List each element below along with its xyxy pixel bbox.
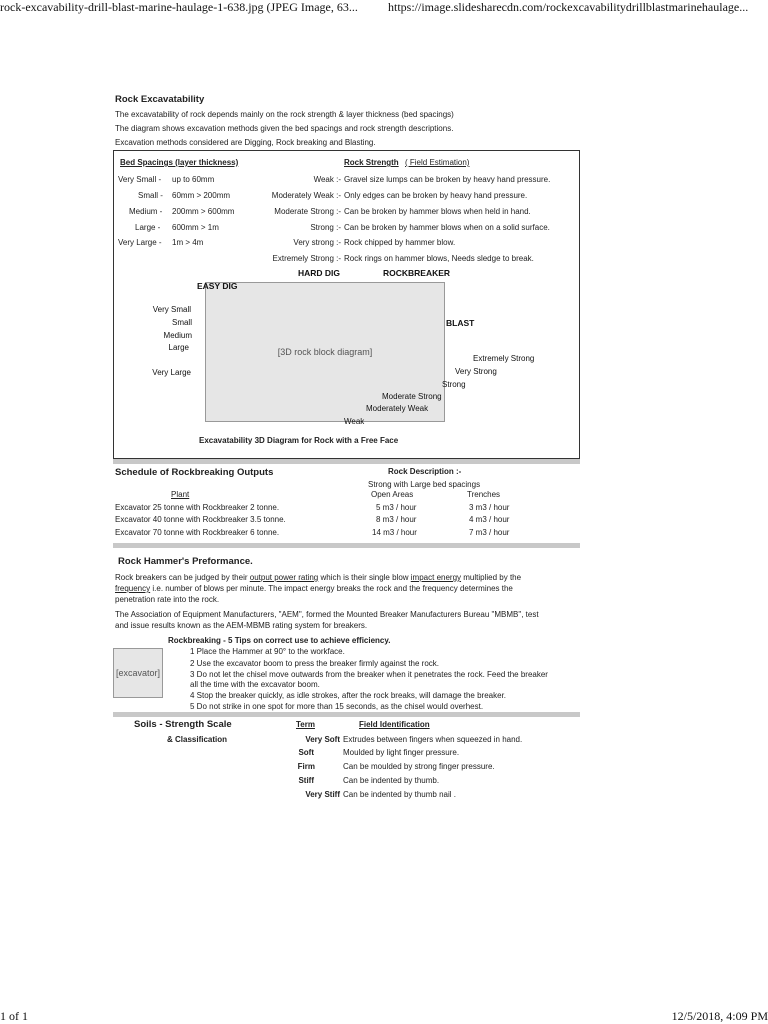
- term-output-power-rating: output power rating: [249, 573, 319, 582]
- rock-strength-name: Weak :-: [313, 175, 341, 184]
- excavatability-line-3: Excavation methods considered are Digging, Rock breaking and Blasting.: [115, 138, 376, 147]
- blast-label: BLAST: [446, 318, 475, 328]
- term-impact-energy: impact energy: [410, 573, 462, 582]
- tip-item: 3 Do not let the chisel move outwards from the breaker when it penetrates the rock. Feed the breaker: [190, 670, 548, 679]
- strength-label: Extremely Strong: [473, 354, 535, 363]
- tip-item: 4 Stop the breaker quickly, as idle strokes, after the rock breaks, will damage the breaker.: [190, 691, 507, 700]
- excavatability-line-2: The diagram shows excavation methods given the bed spacings and rock strength descriptions.: [115, 124, 454, 133]
- strength-label: Moderate Strong: [382, 392, 442, 401]
- soil-term: Firm: [297, 762, 315, 771]
- soil-term: Soft: [298, 748, 314, 757]
- soil-term: Stiff: [298, 776, 314, 785]
- col-field-identification: Field Identification: [359, 720, 430, 729]
- bed-spacing-name: Medium -: [129, 207, 163, 216]
- bed-spacing-range: 60mm > 200mm: [172, 191, 231, 200]
- excavatability-title: Rock Excavatability: [115, 94, 205, 105]
- rock-strength-desc: Only edges can be broken by heavy hand pressure.: [344, 191, 528, 200]
- rock-strength-name: Extremely Strong :-: [272, 254, 341, 263]
- bed-spacing-range: 1m > 4m: [172, 238, 204, 247]
- rock-strength-desc: Rock rings on hammer blows, Needs sledge to break.: [344, 254, 534, 263]
- tip-item: 1 Place the Hammer at 90° to the workface.: [190, 647, 345, 656]
- rockbreaker-label: ROCKBREAKER: [383, 268, 451, 278]
- hammer-p2-line2: and issue results known as the AEM-MBMB rating system for breakers.: [115, 621, 368, 630]
- schedule-plant: Excavator 25 tonne with Rockbreaker 2 tonne.: [115, 503, 280, 512]
- schedule-trench: 4 m3 / hour: [469, 515, 510, 524]
- tip-item: all the time with the excavator boom.: [190, 680, 320, 689]
- rock-strength-name: Strong :-: [310, 223, 341, 232]
- bed-spacing-name: Large -: [135, 223, 161, 232]
- col-open-areas: Open Areas: [371, 490, 414, 499]
- schedule-open: 5 m3 / hour: [376, 503, 417, 512]
- rock-strength-name: Moderately Weak :-: [271, 191, 341, 200]
- rock-strength-desc: Gravel size lumps can be broken by heavy hand pressure.: [344, 175, 551, 184]
- schedule-title: Schedule of Rockbreaking Outputs: [115, 467, 274, 478]
- rock-strength-desc: Rock chipped by hammer blow.: [344, 238, 456, 247]
- strength-label: Moderately Weak: [366, 404, 429, 413]
- print-footer-page: 1 of 1: [0, 1009, 28, 1023]
- bed-spacing-name: Very Small -: [118, 175, 162, 184]
- text-run: multiplied by the: [463, 573, 522, 582]
- bed-spacing-range: up to 60mm: [172, 175, 215, 184]
- section-divider: [113, 712, 580, 717]
- strength-label: Very Strong: [455, 367, 497, 376]
- tip-item: 2 Use the excavator boom to press the breaker firmly against the rock.: [190, 659, 440, 668]
- soil-term: Very Soft: [305, 735, 340, 744]
- bed-spacing-name: Very Large -: [118, 238, 162, 247]
- hammer-p1-line1: [115, 573, 521, 582]
- bed-spacing-name: Small -: [138, 191, 163, 200]
- term-frequency: frequency: [115, 584, 151, 593]
- col-trenches: Trenches: [467, 490, 501, 499]
- soil-field: Can be moulded by strong finger pressure.: [343, 762, 495, 771]
- rock-strength-name: Moderate Strong :-: [274, 207, 341, 216]
- schedule-trench: 7 m3 / hour: [469, 528, 510, 537]
- print-header-title: rock-excavability-drill-blast-marine-haulage-1-638.jpg (JPEG Image, 63...: [0, 0, 358, 14]
- print-header-url: https://image.slidesharecdn.com/rockexcavabilitydrillblastmarinehaulage...: [388, 0, 749, 14]
- bed-spacing-range: 200mm > 600mm: [172, 207, 235, 216]
- hammer-p1-line2: [115, 584, 513, 593]
- rock-strength-heading: Rock Strength: [344, 158, 399, 167]
- bed-label: Small: [171, 318, 192, 327]
- bed-spacing-range: 600mm > 1m: [172, 223, 219, 232]
- soil-field: Can be indented by thumb.: [343, 776, 440, 785]
- col-plant: Plant: [171, 490, 190, 499]
- section-divider: [113, 459, 580, 464]
- strength-label: Weak: [344, 417, 365, 426]
- soils-subtitle: & Classification: [167, 735, 228, 744]
- rock-description-sub: Strong with Large bed spacings: [368, 480, 481, 489]
- soils-title: Soils - Strength Scale: [134, 719, 232, 730]
- bed-label: Very Large: [152, 368, 191, 377]
- soil-field: Extrudes between fingers when squeezed in hand.: [343, 735, 523, 744]
- schedule-trench: 3 m3 / hour: [469, 503, 510, 512]
- rock-block-diagram: [3D rock block diagram]: [205, 282, 445, 422]
- bed-spacings-heading: Bed Spacings (layer thickness): [120, 158, 239, 167]
- rock-strength-desc: Can be broken by hammer blows when on a solid surface.: [344, 223, 550, 232]
- rock-description-heading: Rock Description :-: [388, 467, 462, 476]
- hammer-title: Rock Hammer's Preformance.: [118, 556, 253, 567]
- soil-field: Moulded by light finger pressure.: [343, 748, 460, 757]
- bed-label: Very Small: [152, 305, 191, 314]
- soil-term: Very Stiff: [305, 790, 340, 799]
- rock-strength-desc: Can be broken by hammer blows when held in hand.: [344, 207, 531, 216]
- rock-strength-name: Very strong :-: [293, 238, 341, 247]
- rock-strength-subheading: ( Field Estimation): [405, 158, 470, 167]
- schedule-plant: Excavator 70 tonne with Rockbreaker 6 tonne.: [115, 528, 280, 537]
- soil-field: Can be indented by thumb nail .: [343, 790, 456, 799]
- hammer-p2-line1: The Association of Equipment Manufacturers, "AEM", formed the Mounted Breaker Manufacturers Bureau "MBMB", test: [115, 610, 539, 619]
- excavatability-line-1: The excavatability of rock depends mainly on the rock strength & layer thickness (bed spacings): [115, 110, 454, 119]
- tip-item: 5 Do not strike in one spot for more than 15 seconds, as the chisel would overhest.: [190, 702, 484, 711]
- bed-label: Medium: [163, 331, 192, 340]
- schedule-open: 14 m3 / hour: [372, 528, 417, 537]
- strength-label: Strong: [442, 380, 466, 389]
- text-run: i.e. number of blows per minute. The impact energy breaks the rock and the frequency determines the: [152, 584, 513, 593]
- hard-dig-label: HARD DIG: [298, 268, 341, 278]
- schedule-open: 8 m3 / hour: [376, 515, 417, 524]
- col-term: Term: [296, 720, 315, 729]
- section-divider: [113, 543, 580, 548]
- diagram-caption: Excavatability 3D Diagram for Rock with a Free Face: [199, 436, 399, 445]
- print-footer-datetime: 12/5/2018, 4:09 PM: [671, 1009, 768, 1023]
- easy-dig-label: EASY DIG: [197, 281, 238, 291]
- excavator-image: [excavator]: [113, 648, 163, 698]
- text-run: Rock breakers can be judged by their: [115, 573, 248, 582]
- hammer-p1-line3: penetration rate into the rock.: [115, 595, 220, 604]
- tips-title: Rockbreaking - 5 Tips on correct use to achieve efficiency.: [168, 636, 391, 645]
- schedule-plant: Excavator 40 tonne with Rockbreaker 3.5 tonne.: [115, 515, 286, 524]
- bed-label: Large: [168, 343, 189, 352]
- text-run: which is their single blow: [320, 573, 409, 582]
